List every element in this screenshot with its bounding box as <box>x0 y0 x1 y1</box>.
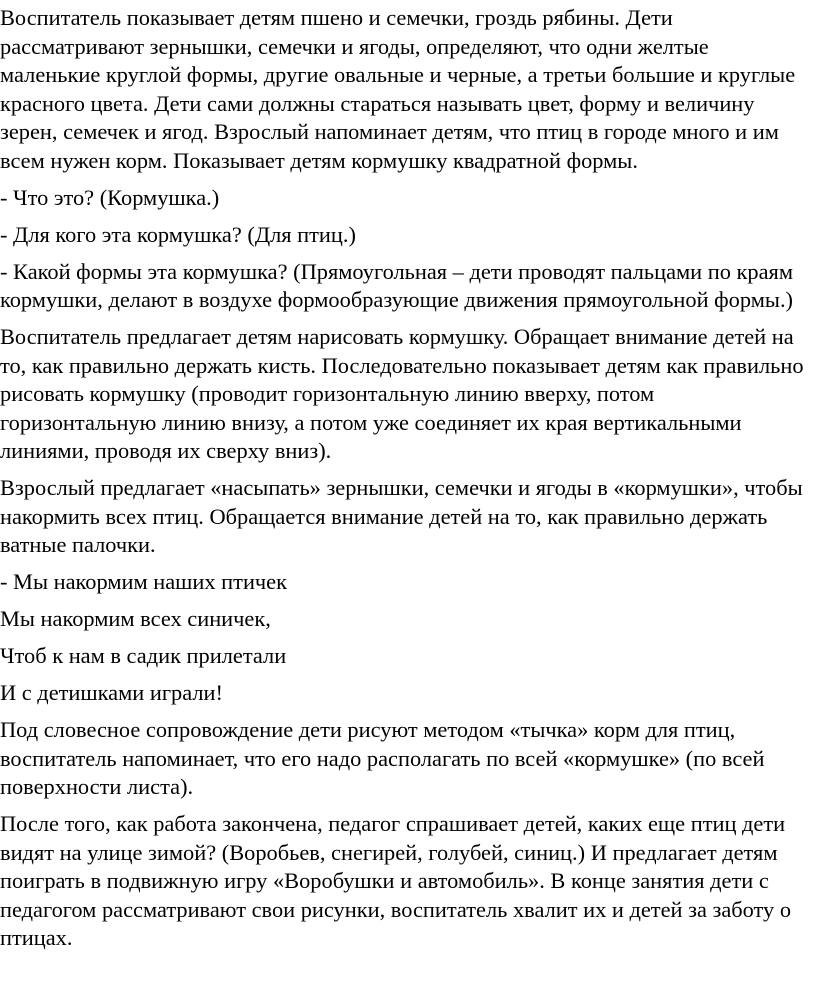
paragraph-intro: Воспитатель показывает детям пшено и семечки, гроздь рябины. Дети рассматривают зернышки, семечки и ягоды, определяют, что одни желтые маленькие круглой формы, другие овальные и черные, а третьи большие и круглые красного цвета. Дети сами должны стараться называть цвет, форму и величину зерен, семечек и ягод. Взрослый напоминает детям, что птиц в городе много и им всем нужен корм. Показывает детям кормушку квадратной формы. <box>0 5 796 173</box>
paragraph-question-shape: - Какой формы эта кормушка? (Прямоугольная – дети проводят пальцами по краям кормушки, делают в воздухе формообразующие движения прямоугольной формы.) <box>0 258 794 312</box>
poem-line-2: Мы накормим всех синичек, <box>0 606 271 631</box>
poem-line-4: И с детишками играли! <box>0 680 223 705</box>
paragraph-question-what: - Что это? (Кормушка.) <box>0 184 220 210</box>
paragraph-question-for-whom: - Для кого эта кормушка? (Для птиц.) <box>0 221 356 247</box>
paragraph-stamp-method: Под словесное сопровождение дети рисуют методом «тычка» корм для птиц, воспитатель напоминает, что его надо располагать по всей «кормушке» (по всей поверхности листа). <box>0 717 765 799</box>
document-body <box>0 4 814 961</box>
paragraph-drawing-instructions: Воспитатель предлагает детям нарисовать кормушку. Обращает внимание детей на то, как правильно держать кисть. Последовательно показывает детям как правильно рисовать кормушку (проводит горизонтальную линию вверху, потом горизонтальную линию внизу, а потом уже соединяет их края вертикальными линиями, проводя их сверху вниз). <box>0 324 804 463</box>
poem-line-3: Чтоб к нам в садик прилетали <box>0 643 287 668</box>
paragraph-conclusion: После того, как работа закончена, педагог спрашивает детей, каких еще птиц дети видят на улице зимой? (Воробьев, снегирей, голубей, синиц.) И предлагает детям поиграть в подвижную игру «Воробушки и автомобиль». В конце занятия дети с педагогом рассматривают свои рисунки, воспитатель хвалит их и детей за заботу о птицах. <box>0 811 792 950</box>
poem-line-1: - Мы накормим наших птичек <box>0 569 287 594</box>
paragraph-feeding-task: Взрослый предлагает «насыпать» зернышки, семечки и ягоды в «кормушки», чтобы накормить всех птиц. Обращается внимание детей на то, как правильно держать ватные палочки. <box>0 475 803 557</box>
